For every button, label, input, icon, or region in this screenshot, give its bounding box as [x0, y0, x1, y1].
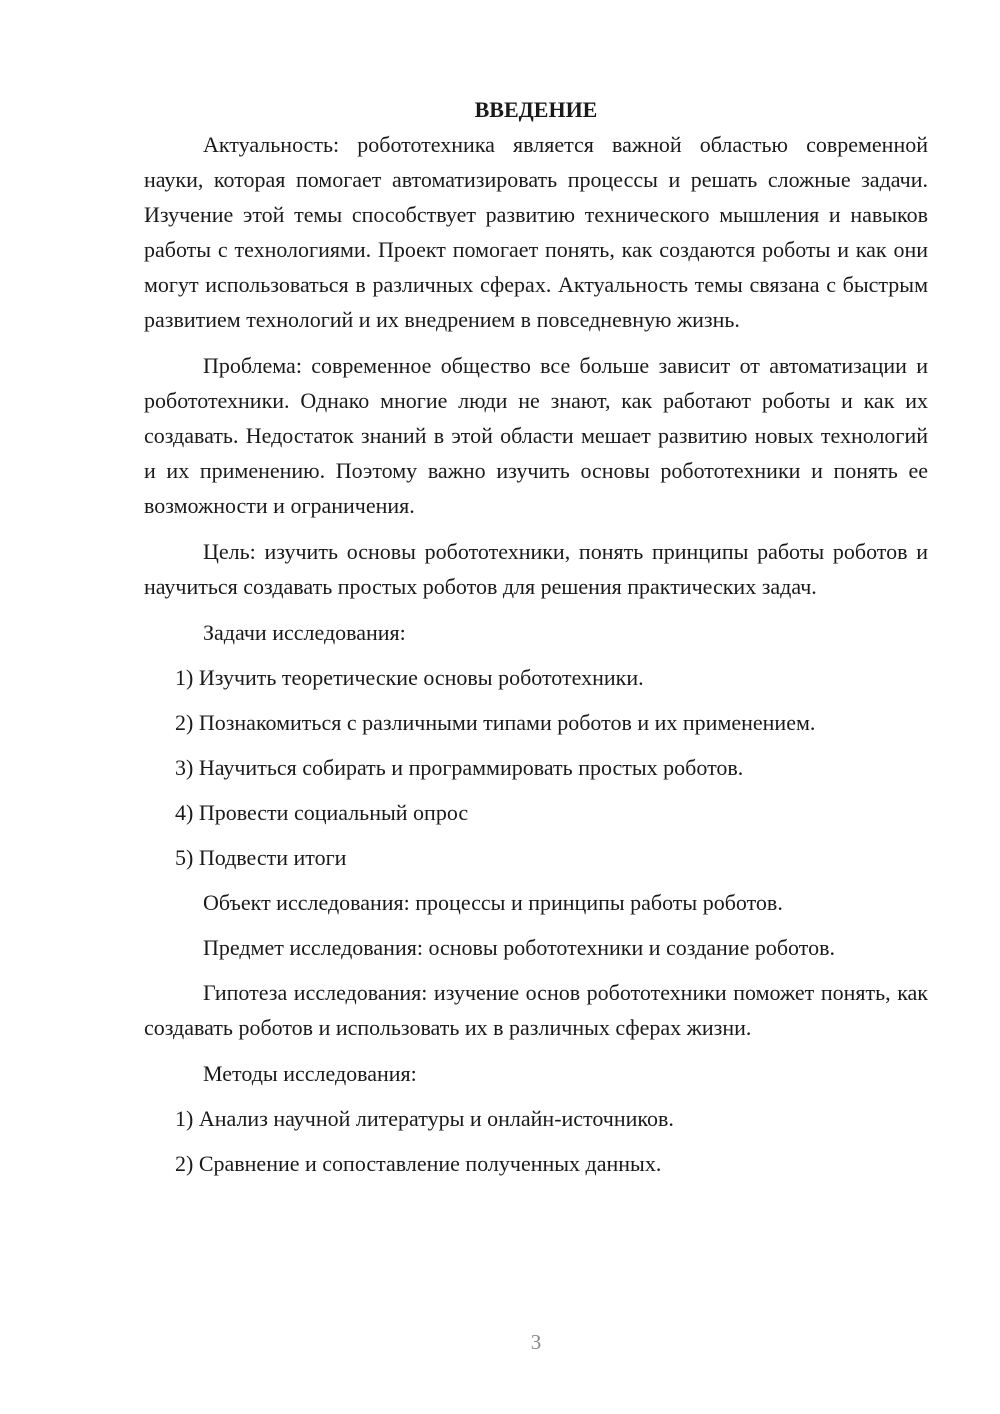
task-item: 4) Провести социальный опрос — [175, 800, 469, 825]
methods-title: Методы исследования: — [203, 1061, 417, 1086]
task-item: 5) Подвести итоги — [175, 845, 347, 870]
task-item: 2) Познакомиться с различными типами роботов и их применением. — [175, 710, 816, 735]
object-line: Объект исследования: процессы и принципы работы роботов. — [203, 890, 783, 915]
section-heading: ВВЕДЕНИЕ — [474, 97, 598, 122]
page-body — [144, 92, 928, 1191]
task-item: 1) Изучить теоретические основы робототехники. — [175, 665, 644, 690]
subject-line: Предмет исследования: основы робототехники и создание роботов. — [203, 935, 835, 960]
tasks-list — [144, 660, 928, 875]
task-item: 3) Научиться собирать и программировать простых роботов. — [175, 755, 744, 780]
page-number: 3 — [530, 1330, 542, 1354]
method-item: 1) Анализ научной литературы и онлайн-источников. — [175, 1106, 674, 1131]
hypothesis-paragraph: Гипотеза исследования: изучение основ робототехники поможет понять, как создавать роботов и использовать их в различных сферах жизни. — [144, 980, 928, 1040]
method-item: 2) Сравнение и сопоставление полученных данных. — [175, 1151, 662, 1176]
goal-paragraph: Цель: изучить основы робототехники, понять принципы работы роботов и научиться создавать простых роботов для решения практических задач. — [144, 539, 928, 599]
problem-paragraph: Проблема: современное общество все больше зависит от автоматизации и робототехники. Однако многие люди не знают, как работают роботы и как их создавать. Недостаток знаний в этой области мешает развитию новых технологий и их применению. Поэтому важно изучить основы робототехники и понять ее возможности и ограничения. — [144, 353, 928, 518]
methods-list — [144, 1101, 928, 1181]
relevance-paragraph: Актуальность: робототехника является важной областью современной науки, которая помогает автоматизировать процессы и решать сложные задачи. Изучение этой темы способствует развитию технического мышления и навыков работы с технологиями. Проект помогает понять, как создаются роботы и как они могут использоваться в различных сферах. Актуальность темы связана с быстрым развитием технологий и их внедрением в повседневную жизнь. — [144, 132, 928, 332]
tasks-title: Задачи исследования: — [203, 620, 406, 645]
